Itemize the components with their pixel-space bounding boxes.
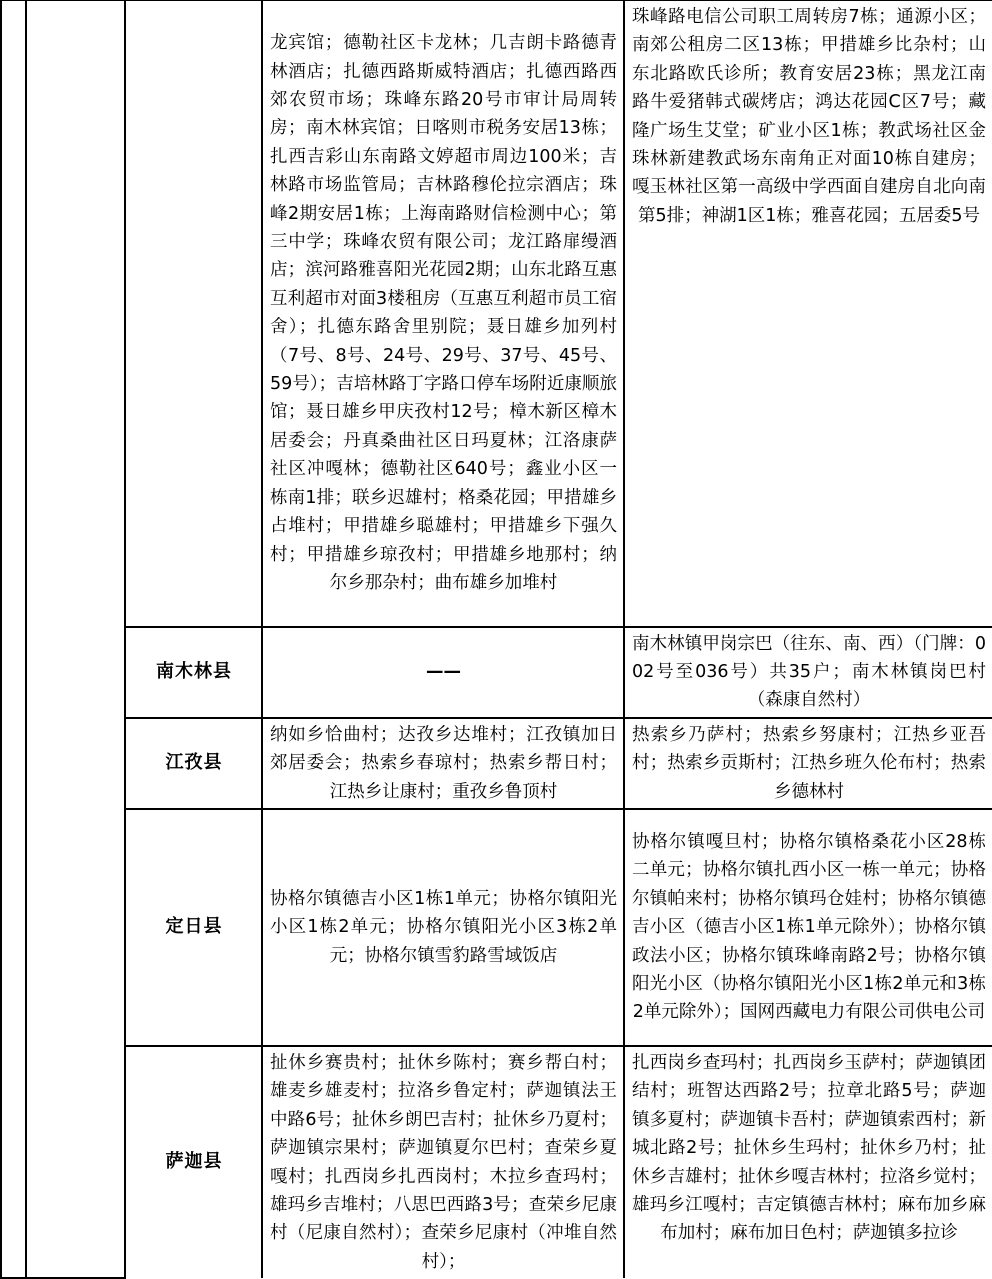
table-row xyxy=(1,809,992,1046)
city-name-merged-cell xyxy=(26,1,125,1279)
area-cell-b: 南木林镇甲岗宗巴（往东、南、西）（门牌：002号至036号）共35户；南木林镇岗巴村（森康自然村） xyxy=(624,627,992,718)
table-row xyxy=(1,1046,992,1278)
area-cell-b: 协格尔镇嘎旦村；协格尔镇格桑花小区28栋二单元；协格尔镇扎西小区一栋一单元；协格尔镇帕来村；协格尔镇玛仓娃村；协格尔镇德吉小区（德吉小区1栋1单元除外）；协格尔镇政法小区；协格尔镇珠峰南路2号；协格尔镇阳光小区（协格尔镇阳光小区1栋2单元和3栋2单元除外）；国网西藏电力有限公司供电公司 xyxy=(624,809,992,1046)
county-cell: 萨迦县 xyxy=(125,1046,262,1278)
area-cell-b: 扎西岗乡查玛村；扎西岗乡玉萨村；萨迦镇团结村；班智达西路2号；拉章北路5号；萨迦镇多夏村；萨迦镇卡吾村；萨迦镇索西村；新城北路2号；扯休乡生玛村；扯休乡乃村；扯休乡吉雄村；扯休乡嘎吉林村；拉洛乡觉村；雄玛乡江嘎村；吉定镇德吉林村；麻布加乡麻布加村；麻布加日色村；萨迦镇多拉诊 xyxy=(624,1046,992,1278)
area-cell-a: 扯休乡赛贵村；扯休乡陈村；赛乡帮白村；雄麦乡雄麦村；拉洛乡鲁定村；萨迦镇法王中路6号；扯休乡朗巴吉村；扯休乡乃夏村；萨迦镇宗果村；萨迦镇夏尔巴村；查荣乡夏嘎村；扎西岗乡扎西岗村；木拉乡查玛村；雄玛乡吉堆村；八思巴西路3号；查荣乡尼康村（尼康自然村）；查荣乡尼康村（冲堆自然村）； xyxy=(262,1046,624,1278)
table-row xyxy=(1,718,992,809)
area-cell-b: 珠峰路电信公司职工周转房7栋；通源小区；南郊公租房二区13栋；甲措雄乡比杂村；山东北路欧氏诊所；教育安居23栋；黑龙江南路牛爱猪韩式碳烤店；鸿达花园C区7号；藏隆广场生艾堂；矿业小区1栋；教武场社区金珠林新建教武场东南角正对面10栋自建房；嘎玉林社区第一高级中学西面自建房自北向南第5排；神湖1区1栋；雅喜花园；五居委5号 xyxy=(624,1,992,627)
county-cell xyxy=(125,1,262,627)
county-cell: 江孜县 xyxy=(125,718,262,809)
table-row xyxy=(1,627,992,718)
city-merged-cell xyxy=(1,1,26,1279)
county-cell: 南木林县 xyxy=(125,627,262,718)
county-cell: 定日县 xyxy=(125,809,262,1046)
area-cell-a: —— xyxy=(262,627,624,718)
area-cell-a: 纳如乡恰曲村；达孜乡达堆村；江孜镇加日郊居委会；热索乡春琼村；热索乡帮日村；江热乡让康村；重孜乡鲁顶村 xyxy=(262,718,624,809)
area-cell-a: 龙宾馆；德勒社区卡龙林；几吉朗卡路德青林酒店；扎德西路斯威特酒店；扎德西路西郊农贸市场；珠峰东路20号市审计局周转房；南木林宾馆；日喀则市税务安居13栋；扎西吉彩山东南路文婷超市周边100米；吉林路市场监管局；吉林路穆伦拉宗酒店；珠峰2期安居1栋；上海南路财信检测中心；第三中学；珠峰农贸有限公司；龙江路扉缦酒店；滨河路雅喜阳光花园2期；山东北路互惠互利超市对面3楼租房（互惠互利超市员工宿舍）；扎德东路舍里别院；聂日雄乡加列村（7号、8号、24号、29号、37号、45号、59号）；吉培林路丁字路口停车场附近康顺旅馆；聂日雄乡甲庆孜村12号；樟木新区樟木居委会；丹真桑曲社区日玛夏林；江洛康萨社区冲嘎林；德勒社区640号；鑫业小区一栋南1排；联乡迟雄村；格桑花园；甲措雄乡占堆村；甲措雄乡聪雄村；甲措雄乡下强久村；甲措雄乡琼孜村；甲措雄乡地那村；纳尔乡那杂村；曲布雄乡加堆村 xyxy=(262,1,624,627)
area-cell-b: 热索乡乃萨村；热索乡努康村；江热乡亚吾村；热索乡贡斯村；江热乡班久伦布村；热索乡德林村 xyxy=(624,718,992,809)
table-row xyxy=(1,1,992,627)
area-cell-a: 协格尔镇德吉小区1栋1单元；协格尔镇阳光小区1栋2单元；协格尔镇阳光小区3栋2单元；协格尔镇雪豹路雪域饭店 xyxy=(262,809,624,1046)
